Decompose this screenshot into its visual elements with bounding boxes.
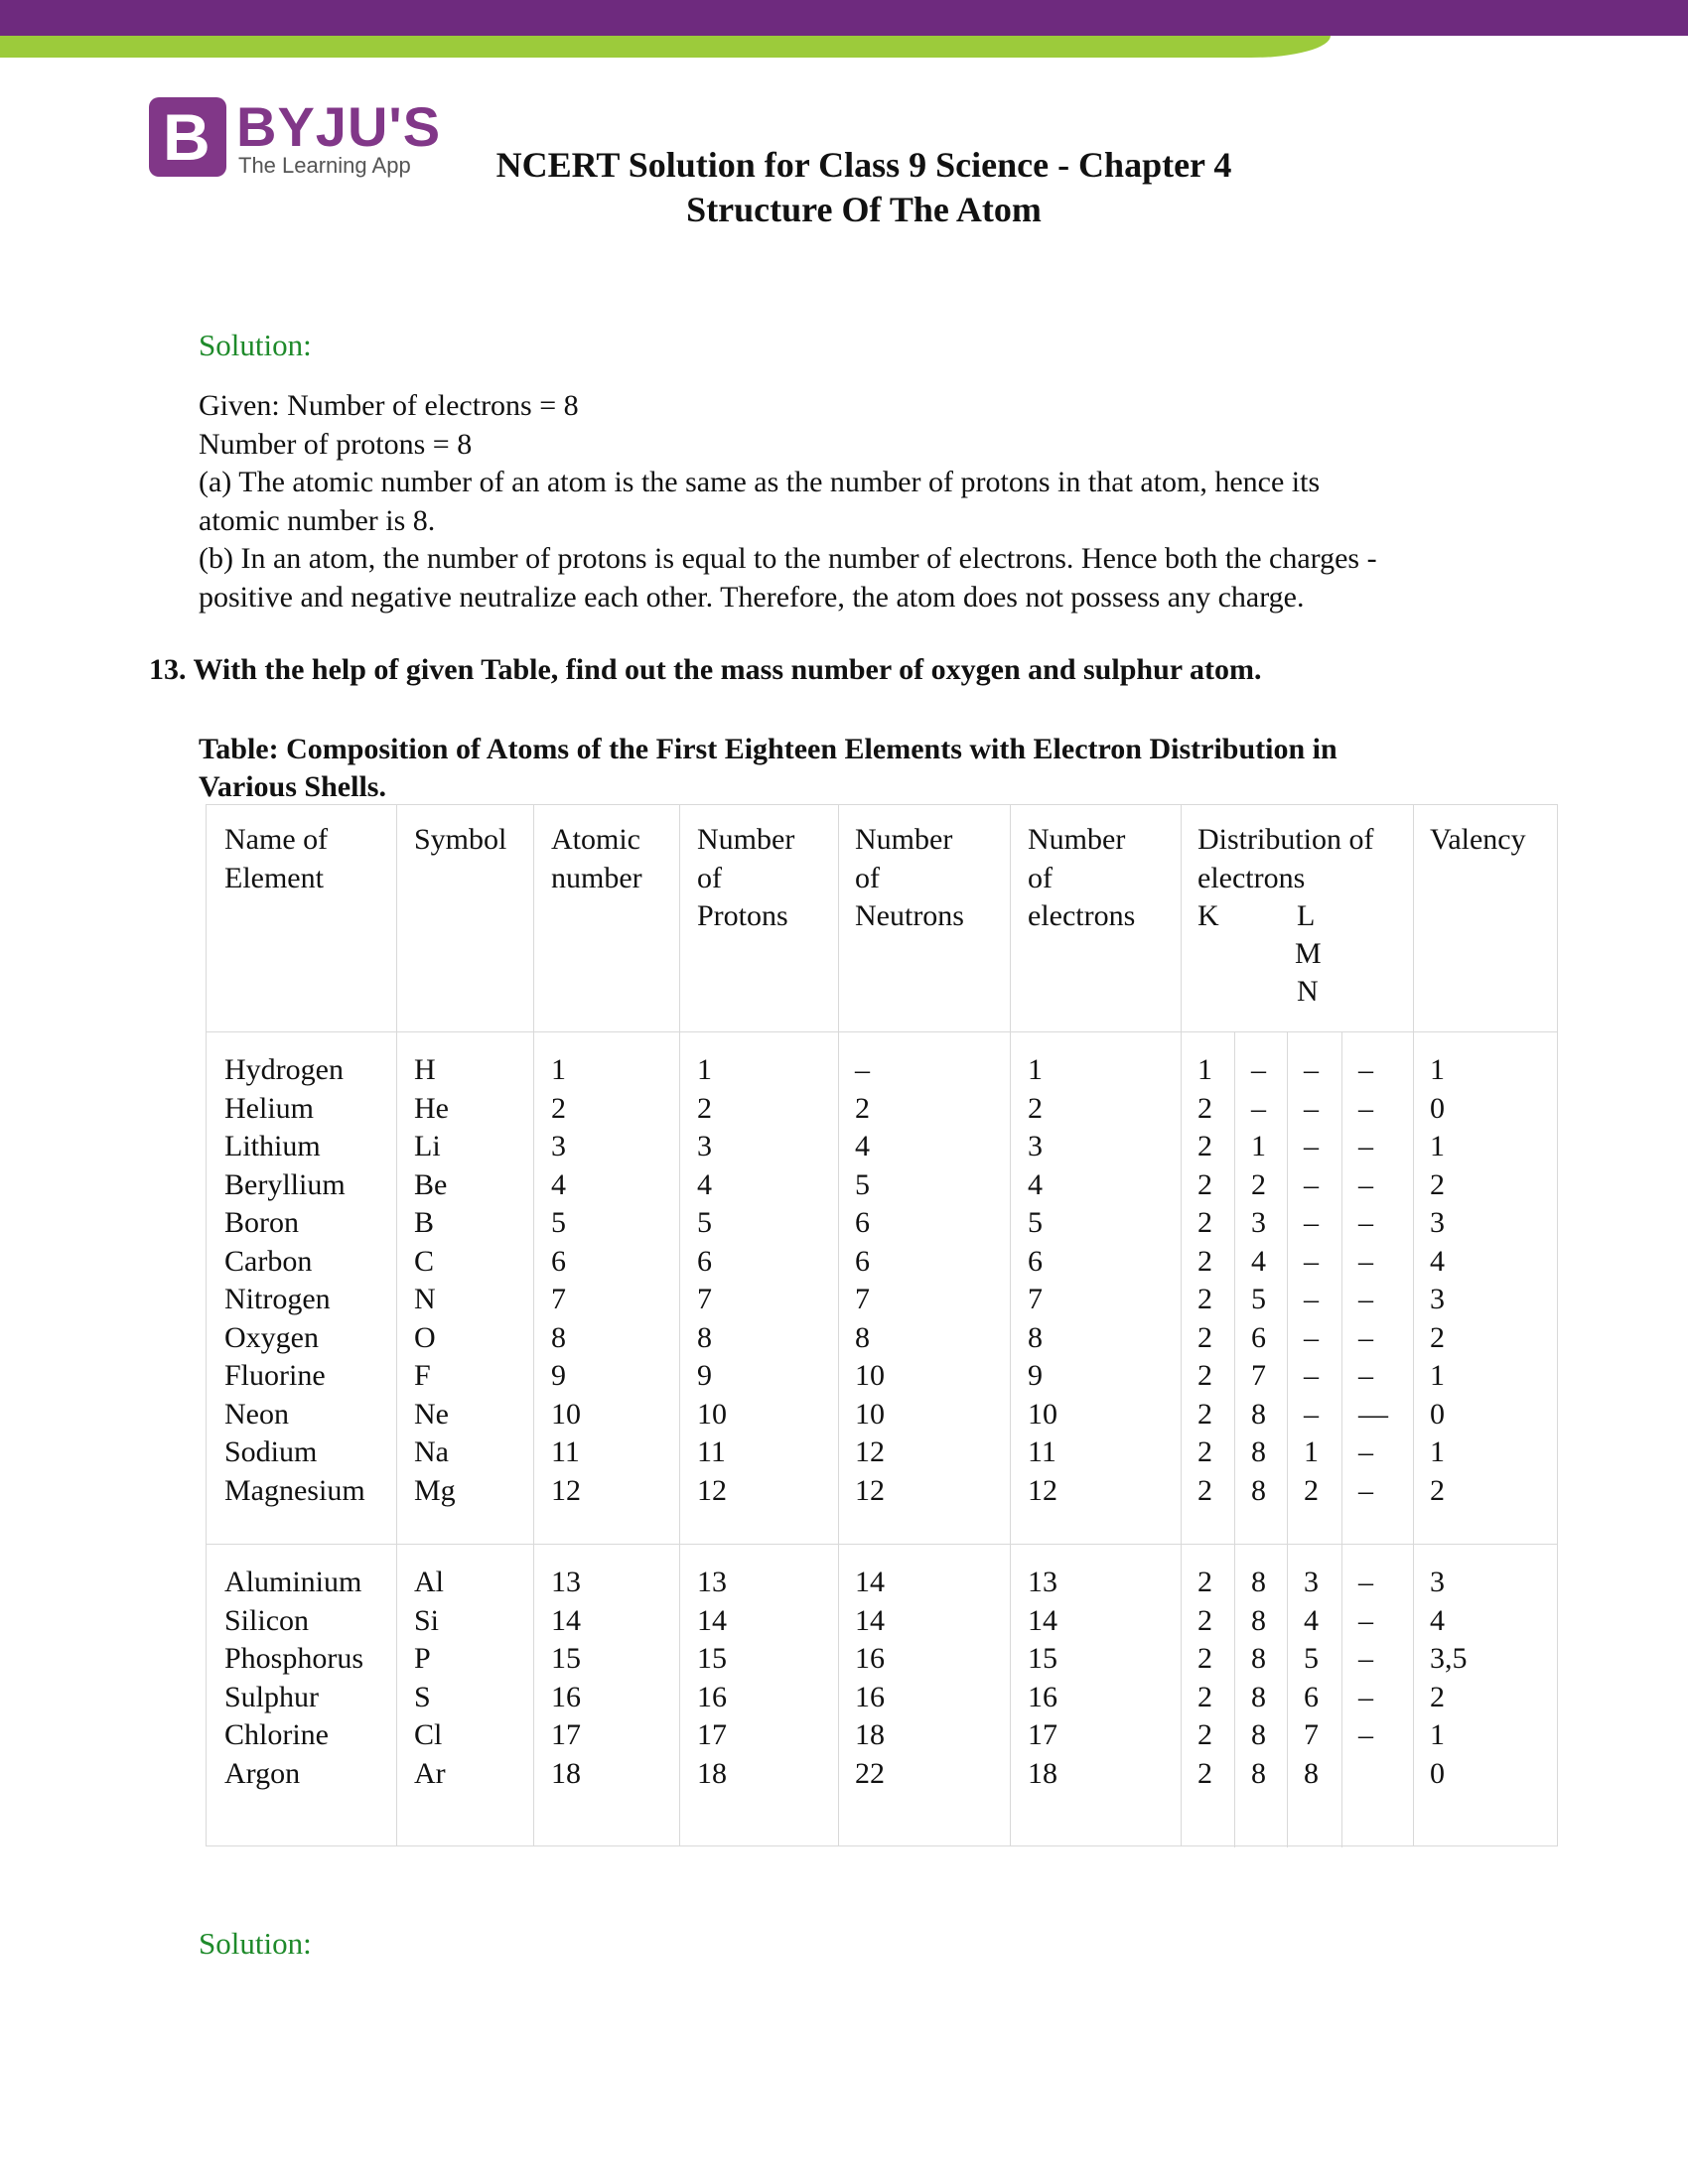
table-cell: – — [1304, 1091, 1319, 1125]
shell-col-divider — [1287, 1031, 1288, 1847]
solution-line: atomic number is 8. — [199, 503, 436, 537]
col-atomic-number — [551, 1051, 581, 1510]
col-protons — [697, 1051, 727, 1510]
table-cell: Ar — [414, 1756, 446, 1790]
table-cell: 6 — [551, 1244, 566, 1278]
solution-label-2: Solution: — [199, 1926, 312, 1961]
table-cell: Argon — [224, 1756, 301, 1790]
table-cell: 2 — [1197, 1642, 1212, 1675]
table-cell: – — [1304, 1359, 1319, 1392]
table-cell: 1 — [1304, 1435, 1319, 1468]
table-cell: – — [1304, 1167, 1319, 1201]
table-cell: 14 — [1028, 1603, 1057, 1637]
table-cell: 6 — [855, 1244, 870, 1278]
table-cell: 8 — [697, 1320, 712, 1354]
col-valency — [1430, 1051, 1445, 1510]
table-row-divider — [207, 1544, 1557, 1545]
table-cell: 2 — [1197, 1756, 1212, 1790]
col-valency — [1430, 1564, 1468, 1793]
table-cell: 1 — [1197, 1053, 1212, 1086]
header-protons — [697, 821, 794, 936]
table-cell: 3 — [551, 1130, 566, 1162]
table-cell: Mg — [414, 1473, 456, 1507]
table-cell: 2 — [1430, 1320, 1445, 1354]
table-col-divider — [1010, 805, 1011, 1845]
table-cell: 2 — [1197, 1244, 1212, 1278]
table-cell: – — [1358, 1566, 1373, 1598]
table-cell: 12 — [855, 1435, 885, 1468]
header-text-line: Symbol — [414, 823, 507, 856]
table-cell: 5 — [1251, 1283, 1266, 1315]
table-cell: Hydrogen — [224, 1053, 344, 1086]
col-shell-l — [1251, 1051, 1266, 1510]
header-shell-l: L — [1297, 899, 1316, 932]
table-cell: Cl — [414, 1718, 443, 1751]
header-text-line: of — [855, 861, 880, 894]
table-cell: 14 — [855, 1603, 885, 1637]
logo-tagline: The Learning App — [238, 153, 411, 178]
table-cell: – — [1358, 1283, 1373, 1315]
table-cell: 4 — [1430, 1244, 1445, 1278]
table-cell: Na — [414, 1435, 449, 1468]
table-cell: 13 — [697, 1566, 727, 1598]
table-cell: 2 — [1197, 1320, 1212, 1354]
top-accent-bar — [0, 36, 1331, 58]
logo-mark — [149, 97, 226, 177]
col-electrons — [1028, 1051, 1057, 1510]
table-cell: 8 — [1251, 1603, 1266, 1637]
table-cell: 11 — [1028, 1435, 1056, 1468]
table-cell: 3 — [1430, 1283, 1445, 1315]
table-cell: 15 — [551, 1642, 581, 1675]
table-cell: 2 — [1197, 1130, 1212, 1162]
table-cell: 4 — [551, 1167, 566, 1201]
table-cell: 17 — [697, 1718, 727, 1751]
caption-line-1: Table: Composition of Atoms of the First Eighteen Elements with Electron Distribution in — [199, 733, 1337, 765]
elements-table — [206, 804, 1558, 1846]
table-cell: – — [1304, 1283, 1319, 1315]
table-cell: 2 — [1197, 1397, 1212, 1431]
table-cell: 6 — [1304, 1680, 1319, 1713]
table-cell: 8 — [1028, 1320, 1043, 1354]
table-cell — [1358, 1755, 1373, 1794]
table-cell: 15 — [1028, 1642, 1057, 1675]
table-cell: Neon — [224, 1397, 289, 1431]
solution-line: (b) In an atom, the number of protons is equal to the number of electrons. Hence both the charges - — [199, 542, 1377, 575]
table-cell: 5 — [551, 1206, 566, 1239]
table-cell: He — [414, 1091, 449, 1125]
header-text-line: Number — [1028, 823, 1126, 856]
table-cell: H — [414, 1053, 436, 1086]
col-symbol — [414, 1051, 456, 1510]
table-cell: 2 — [1197, 1566, 1212, 1598]
table-cell: 17 — [1028, 1718, 1057, 1751]
table-cell: Be — [414, 1167, 448, 1201]
table-cell: 8 — [1251, 1435, 1266, 1468]
question-13: 13. With the help of given Table, find out the mass number of oxygen and sulphur atom. — [149, 653, 1262, 686]
table-cell: 18 — [855, 1718, 885, 1751]
col-element-name — [224, 1564, 363, 1793]
table-cell: 11 — [697, 1435, 726, 1468]
table-cell: 18 — [697, 1756, 727, 1790]
col-shell-l — [1251, 1564, 1266, 1793]
table-cell: 1 — [1430, 1359, 1445, 1392]
header-text-line: Distribution of — [1197, 823, 1374, 856]
table-cell: 4 — [1304, 1603, 1319, 1637]
table-cell: F — [414, 1359, 431, 1392]
table-cell: 0 — [1430, 1756, 1445, 1790]
header-text-line: electrons — [1197, 861, 1306, 894]
table-cell: – — [1304, 1130, 1319, 1162]
table-cell: 4 — [1028, 1167, 1043, 1201]
title-line-1: NCERT Solution for Class 9 Science - Chapter 4 — [495, 145, 1232, 185]
table-cell: 2 — [697, 1091, 712, 1125]
header-text-line: Number — [697, 823, 795, 856]
title-line-2: Structure Of The Atom — [686, 190, 1042, 229]
table-cell: – — [1358, 1718, 1373, 1751]
byjus-logo — [149, 95, 442, 183]
table-cell: 7 — [855, 1283, 870, 1315]
col-neutrons — [855, 1564, 885, 1793]
table-cell: 7 — [1028, 1283, 1043, 1315]
table-cell: 10 — [855, 1359, 885, 1392]
table-row-divider — [207, 1031, 1557, 1032]
table-cell: 7 — [1304, 1718, 1319, 1751]
table-cell: 2 — [1430, 1680, 1445, 1713]
table-cell: – — [1358, 1642, 1373, 1675]
table-cell: 2 — [1197, 1473, 1212, 1507]
table-cell: 16 — [697, 1680, 727, 1713]
table-cell: 8 — [1251, 1642, 1266, 1675]
col-shell-m — [1304, 1564, 1319, 1793]
table-cell: – — [1304, 1053, 1319, 1086]
logo-letter: B — [163, 100, 211, 174]
table-cell: 16 — [551, 1680, 581, 1713]
col-symbol — [414, 1564, 446, 1793]
header-text-line: Neutrons — [855, 899, 964, 932]
table-cell: Ne — [414, 1397, 449, 1431]
header-text-line: Valency — [1430, 823, 1526, 856]
header-name — [224, 821, 328, 897]
table-cell: 5 — [697, 1206, 712, 1239]
table-cell: 3 — [1430, 1566, 1445, 1598]
table-cell: 16 — [855, 1680, 885, 1713]
header-valency — [1430, 821, 1526, 860]
table-col-divider — [396, 805, 397, 1845]
solution-line: positive and negative neutralize each other. Therefore, the atom does not possess any charge. — [199, 580, 1305, 614]
table-cell: N — [414, 1283, 436, 1315]
solution-line: (a) The atomic number of an atom is the same as the number of protons in that atom, hence its — [199, 466, 1321, 498]
table-cell: 22 — [855, 1756, 885, 1790]
table-cell: 2 — [1197, 1283, 1212, 1315]
table-cell: 7 — [697, 1283, 712, 1315]
table-cell: Fluorine — [224, 1359, 326, 1392]
table-cell: – — [1251, 1053, 1266, 1086]
col-neutrons — [855, 1051, 885, 1510]
table-cell: – — [1358, 1680, 1373, 1713]
table-caption — [199, 731, 1529, 806]
table-cell: 4 — [1430, 1603, 1445, 1637]
table-cell: P — [414, 1642, 431, 1675]
table-cell: 7 — [551, 1283, 566, 1315]
header-text-line: Name of — [224, 823, 329, 856]
table-cell: 14 — [855, 1566, 885, 1598]
table-cell: 12 — [551, 1473, 581, 1507]
table-cell: 10 — [697, 1397, 727, 1431]
table-cell: 6 — [1251, 1320, 1266, 1354]
table-cell: – — [1358, 1473, 1373, 1507]
table-cell: 8 — [1251, 1566, 1266, 1598]
table-cell: 1 — [1430, 1053, 1445, 1086]
table-cell: — — [1358, 1397, 1388, 1431]
table-cell: 8 — [1251, 1397, 1266, 1431]
col-shell-k — [1197, 1564, 1212, 1793]
table-cell: 10 — [855, 1397, 885, 1431]
table-cell: – — [1358, 1130, 1373, 1162]
table-cell: Magnesium — [224, 1473, 365, 1507]
table-cell: – — [1304, 1206, 1319, 1239]
table-cell: – — [1251, 1091, 1266, 1125]
header-text-line: Element — [224, 861, 324, 894]
table-cell: 2 — [1197, 1718, 1212, 1751]
table-cell: 0 — [1430, 1091, 1445, 1125]
table-cell: 3 — [697, 1130, 712, 1162]
table-cell: 4 — [1251, 1244, 1266, 1278]
table-cell: 8 — [1251, 1718, 1266, 1751]
table-cell: 1 — [1430, 1435, 1445, 1468]
header-electrons — [1028, 821, 1135, 936]
table-cell: 6 — [855, 1206, 870, 1239]
table-cell: 16 — [855, 1642, 885, 1675]
table-cell: 1 — [1251, 1130, 1266, 1162]
shell-col-divider — [1234, 1031, 1235, 1847]
table-cell: 2 — [1430, 1473, 1445, 1507]
table-cell: S — [414, 1680, 431, 1713]
table-cell: 2 — [855, 1091, 870, 1125]
table-cell: C — [414, 1244, 435, 1278]
col-shell-n — [1358, 1051, 1388, 1510]
table-cell: Chlorine — [224, 1718, 329, 1751]
table-cell: 1 — [551, 1053, 566, 1086]
table-cell: 9 — [1028, 1359, 1043, 1392]
solution-label: Solution: — [199, 328, 312, 362]
table-cell: Sulphur — [224, 1680, 320, 1713]
table-cell: 3 — [1251, 1206, 1266, 1239]
table-cell: Aluminium — [224, 1566, 362, 1598]
table-col-divider — [1181, 805, 1182, 1845]
table-cell: 2 — [1197, 1091, 1212, 1125]
top-banner-bar — [0, 0, 1688, 36]
table-cell: 12 — [855, 1473, 885, 1507]
table-cell: 9 — [551, 1359, 566, 1392]
table-cell: – — [1358, 1091, 1373, 1125]
table-cell: 8 — [1251, 1680, 1266, 1713]
header-text-line: Protons — [697, 899, 788, 932]
table-cell: Lithium — [224, 1130, 321, 1162]
table-cell: 9 — [697, 1359, 712, 1392]
table-cell: 3 — [1430, 1206, 1445, 1239]
table-cell: Silicon — [224, 1603, 310, 1637]
table-cell: 1 — [1430, 1718, 1445, 1751]
header-distribution — [1197, 821, 1374, 897]
table-col-divider — [838, 805, 839, 1845]
table-cell: Carbon — [224, 1244, 313, 1278]
table-cell: 14 — [551, 1603, 581, 1637]
logo-brand-name: BYJU'S — [236, 95, 442, 158]
table-col-divider — [679, 805, 680, 1845]
table-cell: – — [1358, 1435, 1373, 1468]
header-symbol — [414, 821, 506, 860]
table-cell: 2 — [1197, 1206, 1212, 1239]
table-cell: Nitrogen — [224, 1283, 331, 1315]
table-cell: Li — [414, 1130, 441, 1162]
table-cell: 10 — [1028, 1397, 1057, 1431]
table-cell: 4 — [697, 1167, 712, 1201]
header-neutrons — [855, 821, 964, 936]
table-cell: 3 — [1304, 1566, 1319, 1598]
table-cell: – — [1358, 1167, 1373, 1201]
table-cell: 8 — [855, 1320, 870, 1354]
col-shell-m — [1304, 1051, 1319, 1510]
table-cell: – — [1358, 1206, 1373, 1239]
table-cell: 4 — [855, 1130, 870, 1162]
table-cell: O — [414, 1320, 436, 1354]
table-cell: 16 — [1028, 1680, 1057, 1713]
table-cell: 17 — [551, 1718, 581, 1751]
caption-line-2: Various Shells. — [199, 770, 386, 803]
table-cell: 1 — [697, 1053, 712, 1086]
solution-line: Number of protons = 8 — [199, 427, 473, 461]
header-text-line: number — [551, 861, 642, 894]
table-cell: 3,5 — [1430, 1642, 1468, 1675]
table-cell: 1 — [1028, 1053, 1043, 1086]
table-cell: 14 — [697, 1603, 727, 1637]
table-cell: – — [1304, 1244, 1319, 1278]
header-atomic-number — [551, 821, 642, 897]
table-cell: 2 — [1197, 1435, 1212, 1468]
table-cell: Oxygen — [224, 1320, 319, 1354]
table-cell: Boron — [224, 1206, 299, 1239]
solution-body — [199, 387, 1549, 616]
header-shell-k: K — [1197, 899, 1219, 932]
table-cell: 2 — [1197, 1603, 1212, 1637]
table-cell: 18 — [551, 1756, 581, 1790]
header-text-line: of — [1028, 861, 1053, 894]
table-cell: – — [1304, 1320, 1319, 1354]
table-cell: 10 — [551, 1397, 581, 1431]
table-cell: 7 — [1251, 1359, 1266, 1392]
table-cell: 1 — [1430, 1130, 1445, 1162]
header-text-line: Atomic — [551, 823, 640, 856]
table-cell: 0 — [1430, 1397, 1445, 1431]
table-cell: 6 — [697, 1244, 712, 1278]
table-cell: – — [1358, 1359, 1373, 1392]
header-shell-m: M — [1295, 937, 1322, 970]
table-cell: 2 — [1028, 1091, 1043, 1125]
table-cell: Beryllium — [224, 1167, 346, 1201]
col-atomic-number — [551, 1564, 581, 1793]
table-cell: 8 — [1304, 1756, 1319, 1790]
table-cell: 3 — [1028, 1130, 1043, 1162]
table-cell: 2 — [1197, 1167, 1212, 1201]
table-cell: – — [1358, 1603, 1373, 1637]
table-cell: B — [414, 1206, 435, 1239]
table-cell: Al — [414, 1566, 444, 1598]
table-cell: 13 — [1028, 1566, 1057, 1598]
table-cell: Phosphorus — [224, 1642, 364, 1675]
table-cell: 5 — [1304, 1642, 1319, 1675]
col-shell-n — [1358, 1564, 1373, 1793]
table-cell: 8 — [1251, 1473, 1266, 1507]
solution-line: Given: Number of electrons = 8 — [199, 389, 579, 422]
table-cell: 2 — [1430, 1167, 1445, 1201]
table-cell: 2 — [1197, 1359, 1212, 1392]
table-cell: 5 — [1028, 1206, 1043, 1239]
header-text-line: electrons — [1028, 899, 1136, 932]
table-cell: 11 — [551, 1435, 580, 1468]
table-cell: 2 — [1197, 1680, 1212, 1713]
table-cell: 8 — [1251, 1756, 1266, 1790]
col-protons — [697, 1564, 727, 1793]
table-cell: 12 — [1028, 1473, 1057, 1507]
table-cell: Sodium — [224, 1435, 318, 1468]
col-shell-k — [1197, 1051, 1212, 1510]
table-cell: 18 — [1028, 1756, 1057, 1790]
table-col-divider — [533, 805, 534, 1845]
header-text-line: of — [697, 861, 722, 894]
table-cell: 12 — [697, 1473, 727, 1507]
table-cell: 5 — [855, 1167, 870, 1201]
table-cell: 2 — [551, 1091, 566, 1125]
col-element-name — [224, 1051, 365, 1510]
table-cell: – — [1358, 1053, 1373, 1086]
table-cell: 13 — [551, 1566, 581, 1598]
header-text-line: Number — [855, 823, 953, 856]
col-electrons — [1028, 1564, 1057, 1793]
table-cell: Si — [414, 1603, 440, 1637]
page-title — [467, 143, 1261, 232]
table-cell: – — [855, 1053, 870, 1086]
table-cell: – — [1358, 1320, 1373, 1354]
table-cell: 2 — [1251, 1167, 1266, 1201]
table-cell: Helium — [224, 1091, 314, 1125]
shell-col-divider — [1341, 1031, 1342, 1847]
table-cell: – — [1358, 1244, 1373, 1278]
header-shell-n: N — [1297, 975, 1319, 1008]
table-cell: 8 — [551, 1320, 566, 1354]
table-cell: 2 — [1304, 1473, 1319, 1507]
table-col-divider — [1413, 805, 1414, 1845]
table-cell: 15 — [697, 1642, 727, 1675]
table-cell: – — [1304, 1397, 1319, 1431]
table-cell: 6 — [1028, 1244, 1043, 1278]
